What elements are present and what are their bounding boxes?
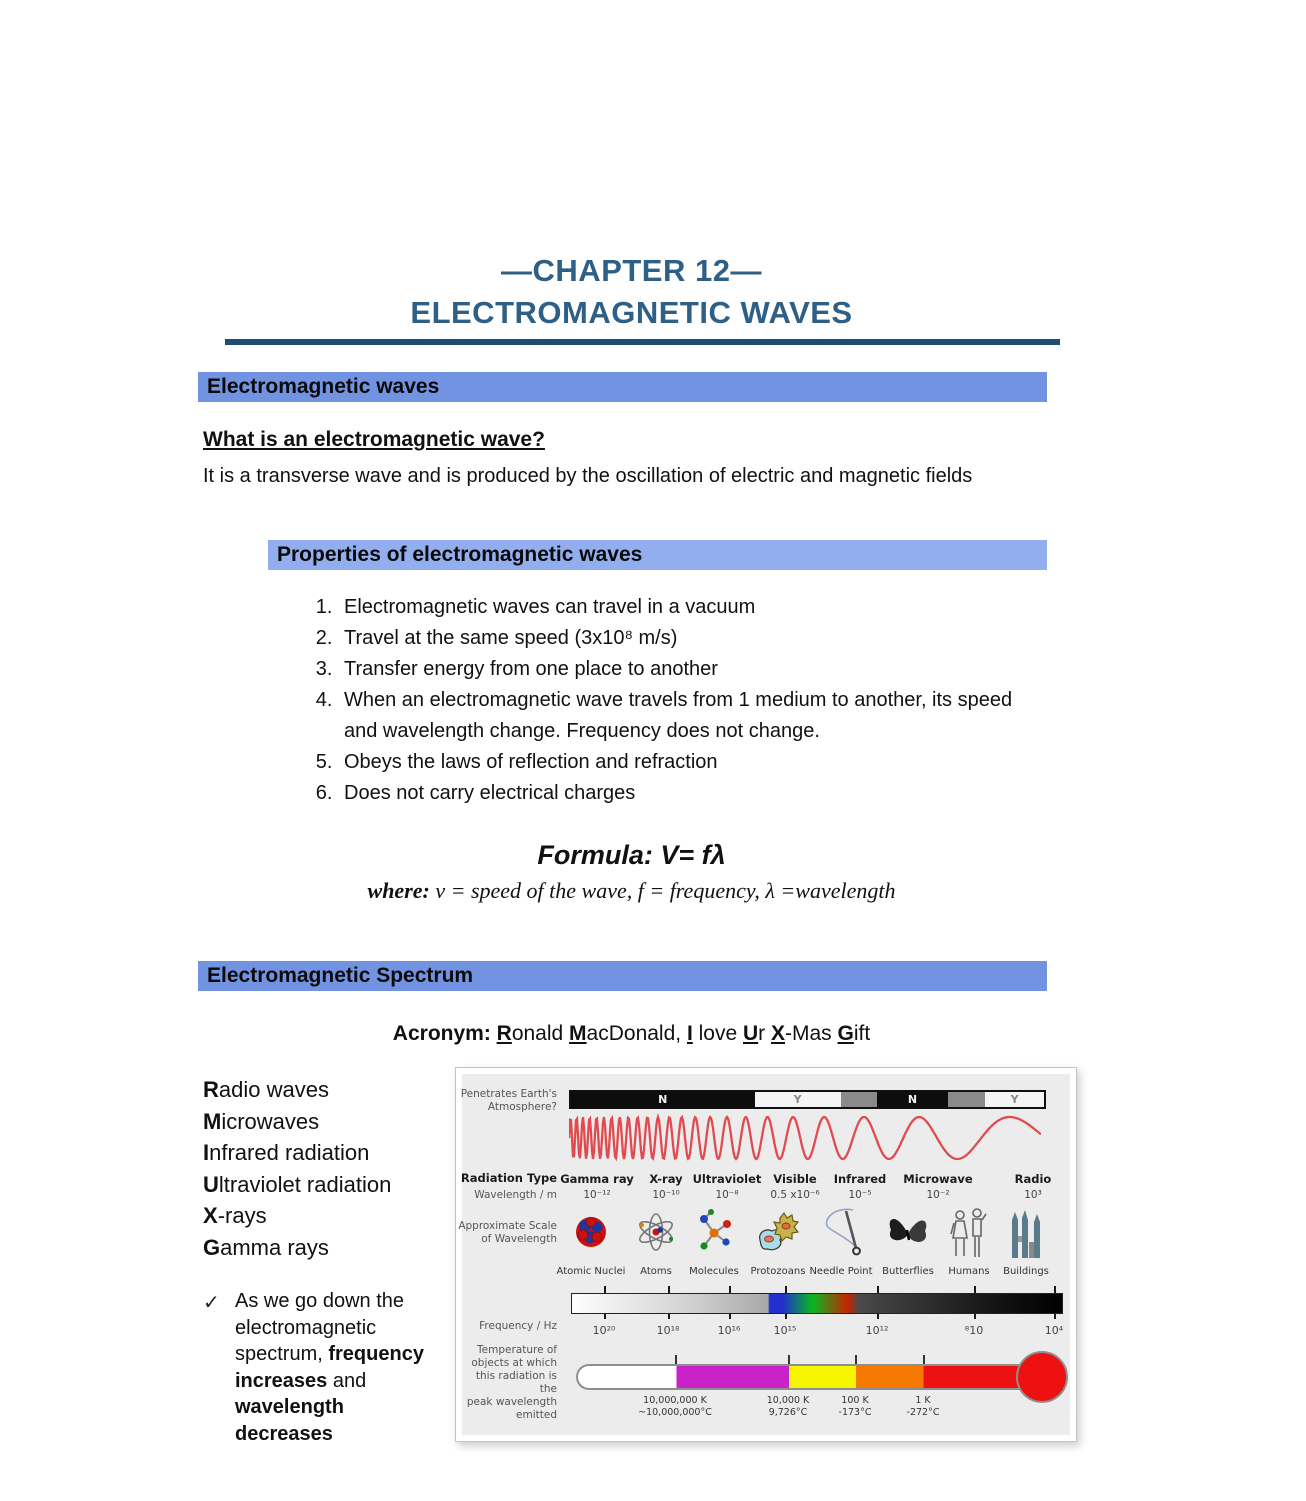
property-item: 6. Does not carry electrical charges: [338, 778, 1038, 809]
thermometer-bulb: [1016, 1351, 1068, 1403]
section-header-properties: Properties of electromagnetic waves: [268, 540, 1047, 570]
wavelength-unit-label: Wavelength / m: [474, 1189, 557, 1201]
acronym-label: Acronym:: [392, 1022, 497, 1045]
radiation-type: Visible: [773, 1172, 817, 1186]
atmosphere-segment: Y: [985, 1092, 1044, 1107]
temperature-value: 1 K -272°C: [906, 1395, 940, 1418]
property-item: 1. Electromagnetic waves can travel in a vacuum: [338, 592, 1038, 623]
scale-caption: Atoms: [640, 1266, 672, 1277]
radiation-type: Infrared: [833, 1172, 887, 1186]
atmosphere-bar: [569, 1090, 1046, 1109]
where-label: where:: [367, 878, 430, 903]
atom-icon: [634, 1206, 678, 1262]
needle-icon: [819, 1206, 863, 1262]
penetrates-label: Penetrates Earth's Atmosphere?: [460, 1088, 557, 1113]
question-heading: What is an electromagnetic wave?: [203, 428, 545, 451]
chapter-title-line2: ELECTROMAGNETIC WAVES: [410, 295, 853, 330]
humans-icon: [947, 1206, 991, 1262]
em-type-item: Infrared radiation: [203, 1140, 370, 1165]
acronym-word: Gift: [837, 1022, 871, 1045]
acronym-word: Ur: [743, 1022, 771, 1045]
protozoan-icon: [756, 1206, 800, 1262]
radiation-type: Ultraviolet: [692, 1172, 762, 1186]
frequency-value: 10⁴: [1044, 1324, 1064, 1337]
em-types-list: [203, 1074, 391, 1263]
scale-caption: Needle Point: [809, 1266, 873, 1277]
temperature-value: 10,000 K 9,726°C: [766, 1395, 810, 1418]
temperature-tick: [923, 1355, 925, 1364]
chapter-title: [203, 250, 1060, 334]
spectrum-diagram: [455, 1067, 1077, 1442]
buildings-icon: [1004, 1206, 1048, 1262]
frequency-value: 10¹²: [865, 1324, 889, 1337]
temperature-value: 10,000,000 K ~10,000,000°C: [638, 1395, 712, 1418]
acronym-word: Ronald: [496, 1022, 570, 1045]
atmosphere-segment: [948, 1092, 985, 1107]
scale-caption: Atomic Nuclei: [556, 1266, 626, 1277]
answer-paragraph: It is a transverse wave and is produced by the oscillation of electric and magnetic fields: [203, 465, 973, 487]
frequency-value: 10¹⁶: [717, 1324, 741, 1337]
wavelength-value: 10³: [1024, 1189, 1042, 1201]
formula-line: Formula: V= fλ: [537, 840, 726, 870]
atmosphere-segment: N: [877, 1092, 949, 1107]
scale-caption: Protozoans: [750, 1266, 806, 1277]
frequency-value: ⁸10: [964, 1324, 984, 1337]
temperature-tick: [855, 1355, 857, 1364]
wavelength-value: 0.5 x10⁻⁶: [770, 1189, 820, 1201]
property-item: 2. Travel at the same speed (3x10⁸ m/s): [338, 623, 1038, 654]
wavelength-wave-icon: [569, 1112, 1041, 1164]
atmosphere-segment: Y: [755, 1092, 841, 1107]
wavelength-value: 10⁻¹²: [583, 1189, 611, 1201]
atomic-nuclei-icon: [569, 1206, 613, 1262]
frequency-label: Frequency / Hz: [479, 1320, 557, 1332]
section-header-em-waves: Electromagnetic waves: [198, 372, 1047, 402]
scale-caption: Butterflies: [882, 1266, 934, 1277]
radiation-type: Microwave: [903, 1172, 973, 1186]
radiation-type-label: Radiation Type: [460, 1171, 557, 1185]
radiation-type: X-ray: [649, 1172, 683, 1186]
title-rule: [225, 339, 1060, 345]
wavelength-value: 10⁻²: [926, 1189, 950, 1201]
radiation-type: Gamma ray: [560, 1172, 634, 1186]
acronym-word: I love: [686, 1022, 743, 1045]
scale-caption: Molecules: [689, 1266, 739, 1277]
wavelength-value: 10⁻¹⁰: [652, 1189, 680, 1201]
acronym-word: MacDonald,: [569, 1022, 687, 1045]
checkmark-icon: ✓: [203, 1292, 220, 1314]
em-wave-path: [569, 1117, 1041, 1159]
properties-list: [300, 592, 1038, 809]
temperature-value: 100 K -173°C: [838, 1395, 872, 1418]
section-header-spectrum: Electromagnetic Spectrum: [198, 961, 1047, 991]
wavelength-value: 10⁻⁸: [715, 1189, 739, 1201]
em-type-item: X-rays: [203, 1203, 267, 1228]
thermometer: [576, 1364, 1022, 1390]
property-item: 5. Obeys the laws of reflection and refraction: [338, 747, 1038, 778]
temperature-tick: [675, 1355, 677, 1364]
em-type-item: Ultraviolet radiation: [203, 1171, 392, 1197]
property-item: 3. Transfer energy from one place to another: [338, 654, 1038, 685]
note-text: As we go down the electromagnetic spectrum, frequency increases and wavelength decreases: [235, 1290, 430, 1445]
acronym-line: [203, 1022, 1060, 1046]
frequency-value: 10²⁰: [592, 1324, 616, 1337]
temperature-label: Temperature of objects at which this radiation is the peak wavelength emitted: [466, 1344, 557, 1421]
where-definitions: v = speed of the wave, f = frequency, λ =wavelength: [429, 878, 896, 903]
frequency-value: 10¹⁵: [773, 1324, 797, 1337]
em-type-item: Radio waves: [203, 1077, 329, 1102]
radiation-type: Radio: [1014, 1172, 1052, 1186]
em-type-item: Microwaves: [203, 1108, 320, 1134]
scale-caption: Buildings: [1003, 1266, 1049, 1277]
chapter-title-line1: —CHAPTER 12—: [501, 253, 762, 288]
atmosphere-segment: [841, 1092, 877, 1107]
butterfly-icon: [886, 1206, 930, 1262]
scale-caption: Humans: [948, 1266, 990, 1277]
property-item: 4. When an electromagnetic wave travels from 1 medium to another, its speed and wavelength change. Frequency does not change.: [338, 685, 1038, 747]
atmosphere-segment: N: [571, 1092, 755, 1107]
formula-where-line: [203, 878, 1060, 904]
frequency-value: 10¹⁸: [656, 1324, 680, 1337]
em-type-item: Gamma rays: [203, 1234, 329, 1260]
acronym-word: X-Mas: [771, 1022, 838, 1045]
approximate-scale-label: Approximate Scale of Wavelength: [458, 1220, 557, 1245]
frequency-gradient-bar: [571, 1293, 1063, 1314]
molecule-icon: [692, 1206, 736, 1262]
temperature-tick: [788, 1355, 790, 1364]
wavelength-value: 10⁻⁵: [848, 1189, 872, 1201]
